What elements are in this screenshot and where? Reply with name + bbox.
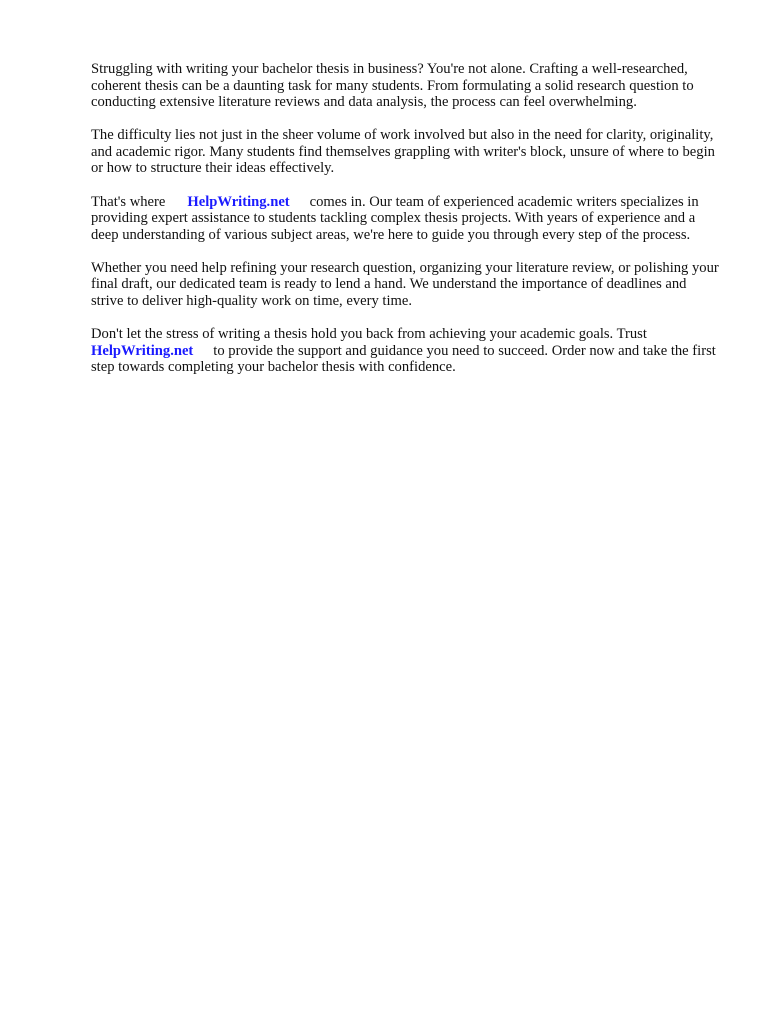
paragraph-text: Whether you need help refining your research question, organizing your literature review, or polishing your final draft, our dedicated team is ready to lend a hand. We understand the importance of deadlines and strive to deliver high-quality work on time, every time. [91,259,719,310]
paragraph-closing [91,326,721,376]
paragraph-text: The difficulty lies not just in the sheer volume of work involved but also in the need for clarity, originality, and academic rigor. Many students find themselves grappling with writer's block, unsure of where to begin or how to structure their ideas effectively. [91,127,715,177]
paragraph-difficulty [91,127,721,177]
helpwriting-link[interactable]: HelpWriting.net [187,193,290,210]
paragraph-help [91,260,721,310]
paragraph-text: Struggling with writing your bachelor thesis in business? You're not alone. Crafting a well-researched, coherent thesis can be a daunting task for many students. From formulating a solid research question to conducting extensive literature reviews and data analysis, the process can feel overwhelming. [91,61,694,111]
paragraph-intro [91,61,721,111]
paragraph-text-before-link: Don't let the stress of writing a thesis hold you back from achieving your academic goals. Trust [91,326,647,343]
paragraph-text-after-link: comes in. Our team of experienced academic writers specializes in providing expert assistance to students tackling complex thesis projects. With years of experience and a deep understanding of various subject areas, we're here to guide you through every step of the process. [91,193,699,243]
helpwriting-link[interactable]: HelpWriting.net [91,342,194,359]
paragraph-text-before-link: That's where [91,193,166,210]
paragraph-service [91,194,721,244]
paragraph-text-after-link: to provide the support and guidance you need to succeed. Order now and take the first step towards completing your bachelor thesis with confidence. [91,342,716,376]
document-body [91,61,721,392]
